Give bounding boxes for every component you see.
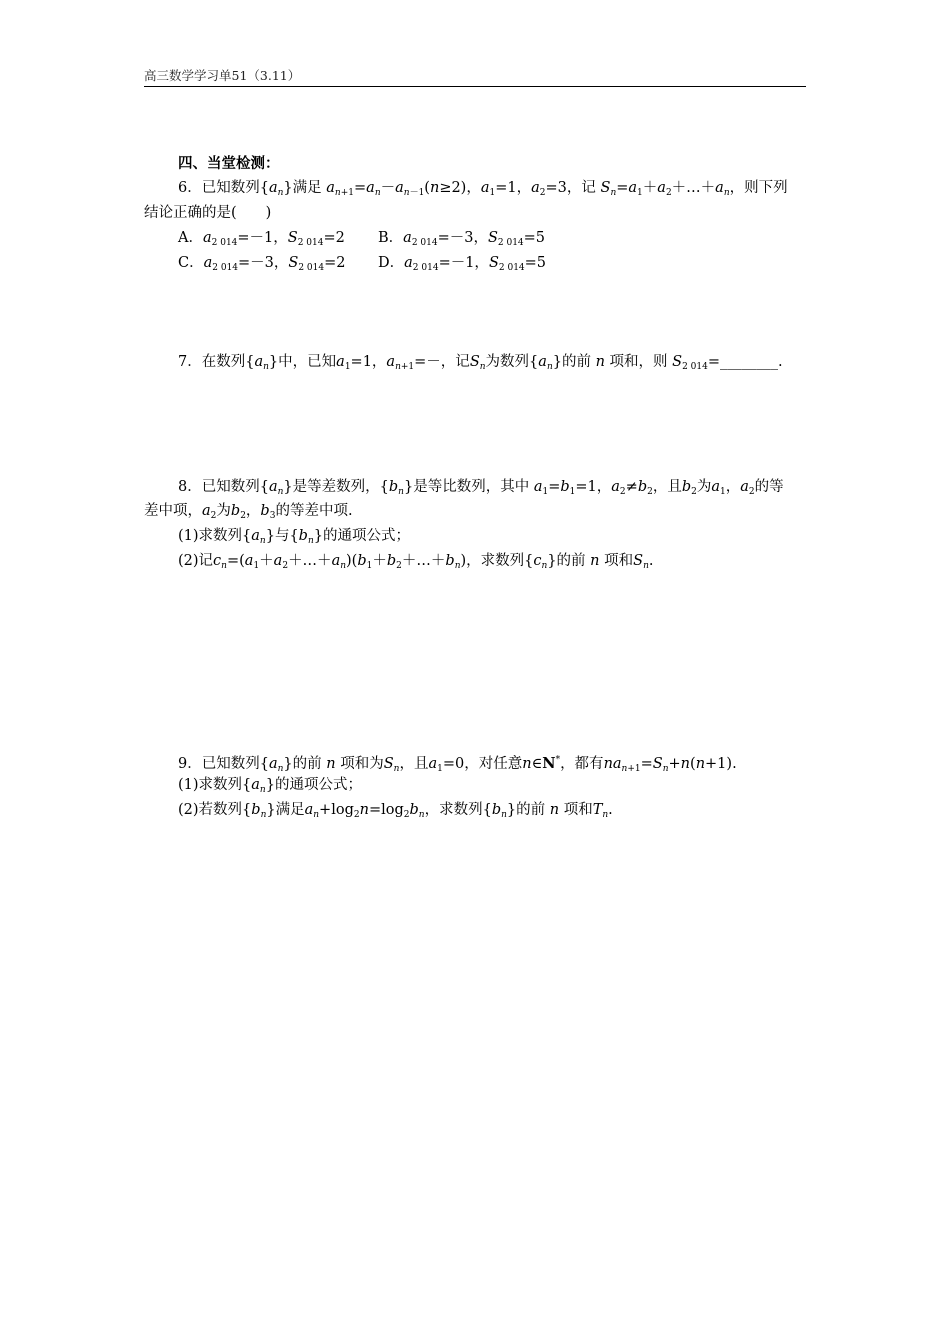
question-6-line-1: 6．已知数列$\{a_n\}$满足 $a_{n+1}=a_n-a_{n-1}(n\ge 2)$，$a_1=1$，$a_2=3$，记 $S_n=a_1+a_2+\dots+a_n$，则下列 [178, 180, 788, 198]
page-header [144, 64, 806, 87]
option-b: B．$a_{2 014}=-3$，$S_{2 014}=5$ [378, 230, 546, 248]
question-8-part-2: (2)记$c_n=(a_1+a_2+\dots+a_n)(b_1+b_2+\dots+b_n)$，求数列$\{c_n\}$的前 n 项和$S_n$. [178, 553, 654, 571]
option-c: C．$a_{2 014}=-3$，$S_{2 014}=2$ [178, 255, 346, 273]
question-7: 7．在数列$\{a_n\}$中，已知$a_1=1$，$a_{n+1}=-$，记$S_n$为数列$\{a_n\}$的前 n 项和，则 $S_{2 014}=\_\_\_\_\_\_\_\_$. [178, 354, 783, 372]
option-a: A．$a_{2 014}=-1$，$S_{2 014}=2$ [178, 230, 345, 248]
question-9-line-1: 9．已知数列$\{a_n\}$的前 n 项和为$S_n$，且$a_1=0$，对任意n∈N*，都有$na_{n+1}=S_n+n(n+1)$. [178, 755, 737, 774]
question-9-part-1: (1)求数列$\{a_n\}$的通项公式； [178, 777, 362, 795]
header-title: 高三数学学习单51（3.11） [144, 68, 301, 83]
question-8-line-2: 差中项，$a_2$为$b_2$，$b_3$的等差中项. [144, 503, 353, 521]
question-9-part-2: (2)若数列$\{b_n\}$满足$a_n+\log_2n=\log_2b_n$，求数列$\{b_n\}$的前 n 项和$T_n$. [178, 802, 613, 820]
option-d: D．$a_{2 014}=-1$，$S_{2 014}=5$ [378, 255, 547, 273]
question-6-line-2: 结论正确的是( ) [144, 205, 272, 221]
question-8-part-1: (1)求数列$\{a_n\}$与$\{b_n\}$的通项公式； [178, 528, 410, 546]
section-heading: 四、当堂检测： [178, 155, 280, 172]
question-8-line-1: 8．已知数列$\{a_n\}$是等差数列，$\{b_n\}$是等比数列，其中 $a_1=b_1=1$，$a_2\ne b_2$，且$b_2$为$a_1$，$a_2$的等 [178, 479, 784, 497]
